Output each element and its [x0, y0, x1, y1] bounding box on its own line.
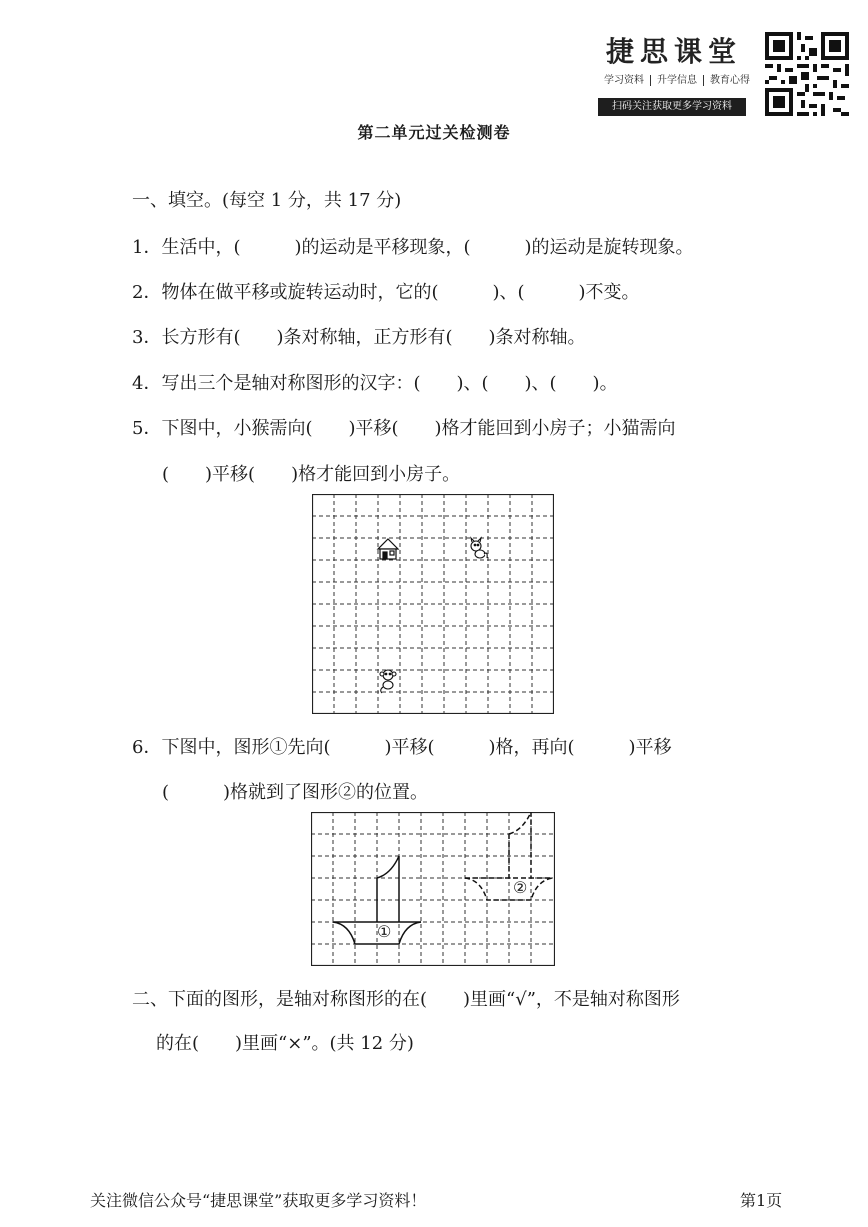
section-2-line-2: 的在( )里画“×”。(共 12 分)	[156, 1033, 414, 1054]
question-6-line-2: ( )格就到了图形②的位置。	[162, 782, 429, 803]
brand-strip: 扫码关注获取更多学习资料	[598, 98, 746, 116]
shape-2-label: ②	[513, 878, 528, 897]
divider	[650, 75, 651, 86]
divider	[703, 75, 704, 86]
qr-code-icon	[765, 32, 849, 116]
question-1: 1．生活中，( )的运动是平移现象，( )的运动是旋转现象。	[132, 237, 694, 258]
page-number: 第1页	[740, 1191, 783, 1210]
page-title: 第二单元过关检测卷	[357, 123, 511, 142]
translation-grid-figure-2	[311, 812, 555, 966]
cat-icon	[471, 538, 487, 558]
monkey-icon	[380, 670, 396, 693]
footer-note: 关注微信公众号“捷思课堂”获取更多学习资料！	[90, 1191, 427, 1210]
house-icon	[378, 539, 398, 559]
brand-tag: 升学信息	[657, 75, 697, 86]
question-2: 2．物体在做平移或旋转运动时，它的( )、( )不变。	[132, 282, 640, 303]
question-5-line-1: 5．下图中，小猴需向( )平移( )格才能回到小房子；小猫需向	[132, 418, 676, 439]
brand-title: 捷思课堂	[606, 35, 743, 68]
brand-tag: 学习资料	[604, 75, 644, 86]
question-3: 3．长方形有( )条对称轴，正方形有( )条对称轴。	[132, 327, 586, 348]
section-heading: 一、填空。(每空 1 分，共 17 分)	[132, 190, 402, 211]
shape-1-label: ①	[377, 922, 392, 941]
translation-grid-figure-1	[312, 494, 554, 714]
question-6-line-1: 6．下图中，图形①先向( )平移( )格，再向( )平移	[132, 737, 672, 758]
brand-tags	[600, 71, 754, 86]
brand-tag: 教育心得	[710, 75, 750, 86]
section-2-line-1: 二、下面的图形，是轴对称图形的在( )里画“√”，不是轴对称图形	[132, 989, 680, 1010]
question-5-line-2: ( )平移( )格才能回到小房子。	[162, 464, 461, 485]
question-4: 4．写出三个是轴对称图形的汉字：( )、( )、( )。	[132, 373, 618, 394]
